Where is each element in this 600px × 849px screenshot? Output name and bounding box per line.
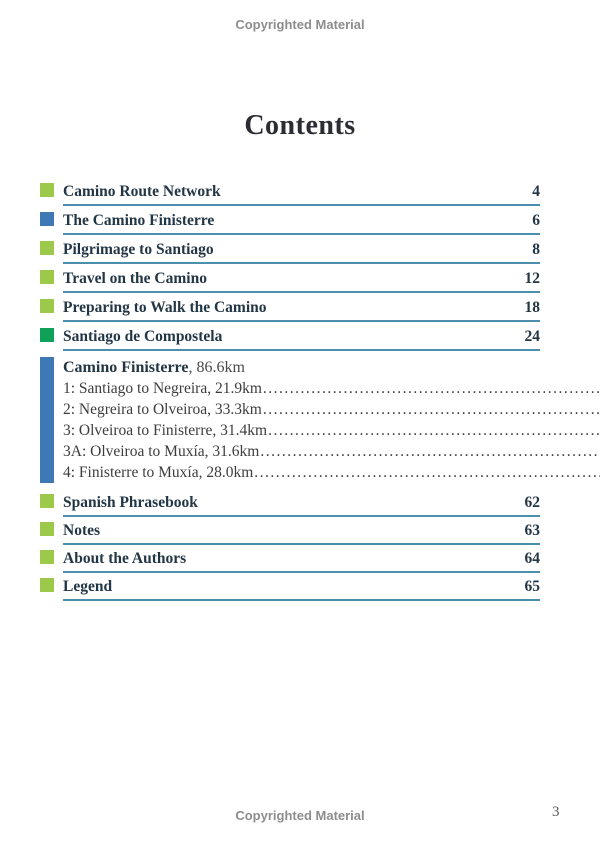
stage-entry	[63, 441, 600, 462]
toc-entry-rule	[63, 269, 540, 293]
section-color-marker	[40, 241, 54, 255]
toc-entry-page: 65	[524, 578, 540, 595]
toc-entry-rule	[63, 240, 540, 264]
dot-leader	[268, 420, 600, 441]
toc-entry	[40, 240, 540, 264]
toc-entry-rule	[63, 211, 540, 235]
section-color-marker	[40, 328, 54, 342]
toc-entry	[40, 327, 540, 351]
toc-entry	[40, 493, 540, 517]
section-color-marker	[40, 183, 54, 197]
stage-entry-label: 1: Santiago to Negreira, 21.9km	[63, 380, 262, 397]
section-color-marker	[40, 578, 54, 592]
finisterre-section-heading	[63, 357, 600, 378]
toc-entry	[40, 269, 540, 293]
toc-entry-page: 6	[532, 212, 540, 229]
stage-entry-label: 4: Finisterre to Muxía, 28.0km	[63, 464, 254, 481]
toc-entry-page: 62	[524, 494, 540, 511]
finisterre-section-distance: , 86.6km	[188, 359, 245, 376]
stage-entry	[63, 420, 600, 441]
section-color-marker	[40, 212, 54, 226]
page-folio-number: 3	[552, 804, 560, 820]
toc-entry	[40, 298, 540, 322]
dot-leader	[254, 462, 600, 483]
section-color-marker	[40, 522, 54, 536]
page-title: Contents	[244, 110, 356, 141]
toc-entry-label: Preparing to Walk the Camino	[63, 299, 267, 316]
toc-entry-label: Travel on the Camino	[63, 270, 207, 287]
toc-entry	[40, 549, 540, 573]
section-color-marker	[40, 270, 54, 284]
toc-entry	[40, 577, 540, 601]
section-color-marker	[40, 494, 54, 508]
stage-entry-label: 2: Negreira to Olveiroa, 33.3km	[63, 401, 262, 418]
toc-entry-rule	[63, 298, 540, 322]
stage-entry	[63, 462, 600, 483]
table-of-contents	[40, 182, 540, 605]
section-color-bar	[40, 357, 54, 483]
copyright-notice-bottom: Copyrighted Material	[235, 808, 365, 823]
finisterre-section-title: Camino Finisterre	[63, 359, 189, 376]
toc-entry-rule	[63, 493, 540, 517]
toc-entry	[40, 182, 540, 206]
toc-entry-page: 64	[524, 550, 540, 567]
toc-entry-page: 24	[524, 328, 540, 345]
stage-entry	[63, 378, 600, 399]
toc-entry-label: About the Authors	[63, 550, 187, 567]
toc-bottom-entries	[40, 493, 540, 601]
toc-entry	[40, 521, 540, 545]
finisterre-stage-list	[63, 357, 600, 483]
copyright-notice-top: Copyrighted Material	[235, 17, 365, 32]
toc-entry-label: Camino Route Network	[63, 183, 221, 200]
finisterre-stage-section	[40, 357, 540, 483]
dot-leader	[260, 441, 600, 462]
toc-entry-rule	[63, 182, 540, 206]
toc-entry-label: Legend	[63, 578, 113, 595]
toc-entry-label: Spanish Phrasebook	[63, 494, 198, 511]
toc-entry	[40, 211, 540, 235]
toc-entry-rule	[63, 577, 540, 601]
dot-leader	[263, 399, 600, 420]
stage-entry	[63, 399, 600, 420]
toc-entry-page: 12	[524, 270, 540, 287]
toc-entry-page: 8	[532, 241, 540, 258]
toc-entry-rule	[63, 521, 540, 545]
section-color-marker	[40, 550, 54, 564]
toc-entry-label: Santiago de Compostela	[63, 328, 223, 345]
stage-entry-label: 3A: Olveiroa to Muxía, 31.6km	[63, 443, 260, 460]
toc-entry-label: The Camino Finisterre	[63, 212, 215, 229]
toc-entry-page: 63	[524, 522, 540, 539]
dot-leader	[263, 378, 600, 399]
toc-entry-label: Notes	[63, 522, 101, 539]
toc-entry-rule	[63, 327, 540, 351]
toc-entry-label: Pilgrimage to Santiago	[63, 241, 214, 258]
toc-entry-rule	[63, 549, 540, 573]
stage-entry-label: 3: Olveiroa to Finisterre, 31.4km	[63, 422, 268, 439]
toc-entry-page: 18	[524, 299, 540, 316]
toc-entry-page: 4	[532, 183, 540, 200]
section-color-marker	[40, 299, 54, 313]
